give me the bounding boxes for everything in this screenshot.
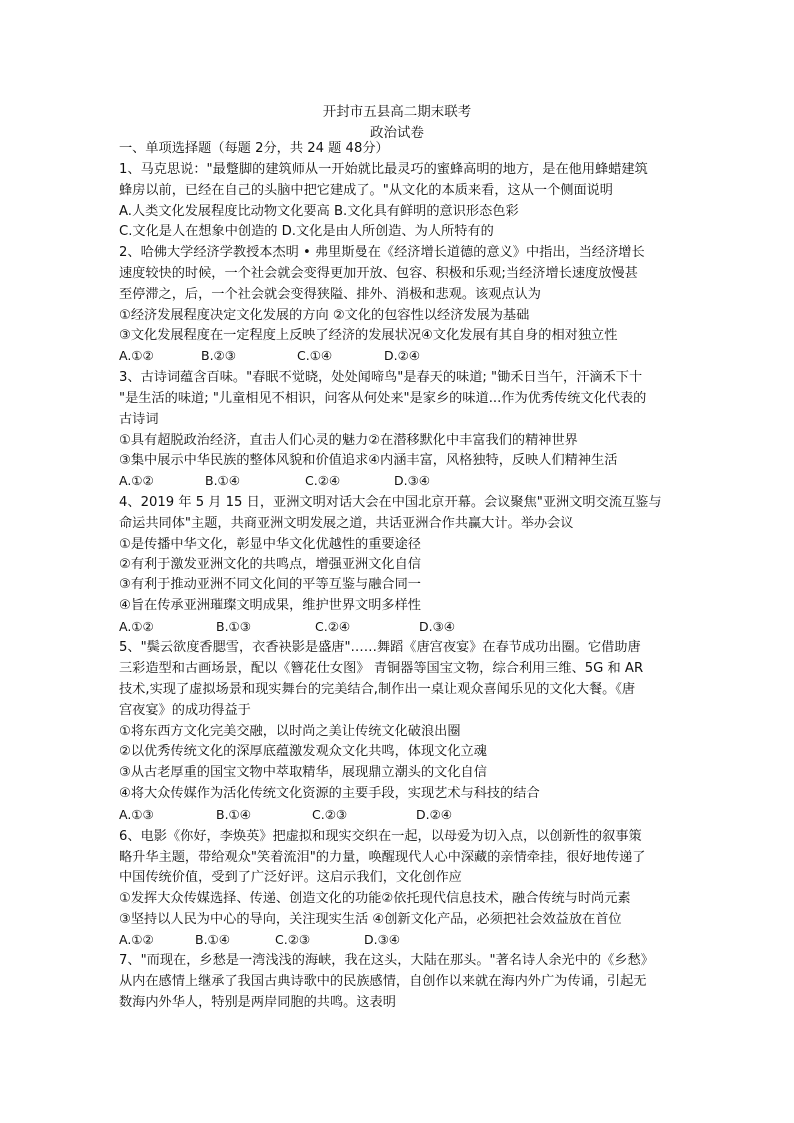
question-3-line-3: 古诗词 (119, 412, 159, 427)
option-a: A.①② (119, 932, 154, 947)
question-7-line-3: 数海内外华人，特别是两岸同胞的共鸣。这表明 (119, 995, 396, 1010)
question-5-line-3: 技术,实现了虚拟场景和现实舞台的完美结合,制作出一桌让观众喜闻乐见的文化大餐。《唐 (119, 682, 636, 697)
question-5-statement-4: ④将大众传媒作为活化传统文化资源的主要手段，实现艺术与科技的结合 (119, 786, 540, 801)
option-c: C.②④ (305, 473, 341, 488)
exam-title: 开封市五县高二期末联考 (322, 104, 472, 120)
option-d: D.③④ (364, 932, 401, 947)
question-2-statement-2: ③文化发展程度在一定程度上反映了经济的发展状况④文化发展有其自身的相对独立性 (119, 328, 618, 343)
option-a: A.①② (119, 473, 154, 488)
question-2-line-1: 2、哈佛大学经济学教授本杰明 • 弗里斯曼在《经济增长道德的意义》中指出，当经济增长 (119, 245, 645, 260)
question-5-line-1: 5、"鬓云欲度香腮雪，衣香袂影是盛唐"……舞蹈《唐宫夜宴》在春节成功出圈。它借助唐 (119, 640, 641, 655)
question-5-statement-2: ②以优秀传统文化的深厚底蕴激发观众文化共鸣，体现文化立魂 (119, 744, 487, 759)
question-4-statement-2: ②有利于激发亚洲文化的共鸣点，增强亚洲文化自信 (119, 557, 421, 572)
option-c: C.②③ (275, 932, 311, 947)
question-6-statement-1: ①发挥大众传媒选择、传递、创造文化的功能②依托现代信息技术，融合传统与时尚元素 (119, 891, 631, 906)
question-5-line-4: 宫夜宴》的成功得益于 (119, 703, 251, 718)
option-c: C.②③ (312, 807, 348, 822)
option-b: B.①③ (216, 619, 251, 634)
question-2-line-2: 速度较快的时候，一个社会就会变得更加开放、包容、积极和乐观;当经济增长速度放慢甚 (119, 266, 638, 281)
option-c: C.①④ (297, 348, 333, 363)
question-5-statement-1: ①将东西方文化完美交融，以时尚之美让传统文化破浪出圈 (119, 724, 461, 739)
question-3-statement-1: ①具有超脱政治经济，直击人们心灵的魅力②在潜移默化中丰富我们的精神世界 (119, 433, 578, 448)
question-3-line-2: "是生活的味道; "儿童相见不相识，问客从何处来"是家乡的味道...作为优秀传统文化代表的 (119, 391, 647, 406)
question-4-statement-3: ③有利于推动亚洲不同文化间的平等互鉴与融合同一 (119, 577, 421, 592)
option-d: D.③④ (394, 473, 431, 488)
question-1-options-cd: C.文化是人在想象中创造的 D.文化是由人所创造、为人所特有的 (119, 224, 494, 239)
question-1-line-2: 蜂房以前，已经在自己的头脑中把它建成了。"从文化的本质来看，这从一个侧面说明 (119, 183, 613, 198)
option-b: B.①④ (195, 932, 230, 947)
question-4-line-2: 命运共同体"主题，共商亚洲文明发展之道，共话亚洲合作共赢大计。举办会议 (119, 516, 574, 531)
section-heading: 一、单项选择题（每题 2分，共 24 题 48分） (119, 141, 389, 156)
question-1-options-ab: A.人类文化发展程度比动物文化要高 B.文化具有鲜明的意识形态色彩 (119, 204, 519, 219)
question-4-line-1: 4、2019 年 5 月 15 日，亚洲文明对话大会在中国北京开幕。会议聚焦"亚洲文明交流互鉴与 (119, 495, 662, 510)
question-4-statement-1: ①是传播中华文化，彰显中华文化优越性的重要途径 (119, 537, 421, 552)
option-a: A.①③ (119, 807, 154, 822)
question-7-line-1: 7、"而现在，乡愁是一湾浅浅的海峡，我在这头，大陆在那头。"著名诗人余光中的《乡愁》 (119, 953, 654, 968)
option-c: C.②④ (315, 619, 351, 634)
option-a: A.①② (119, 348, 154, 363)
option-b: B.①④ (216, 807, 251, 822)
question-5-line-2: 三彩造型和古画场景，配以《簪花仕女图》 青铜器等国宝文物，综合利用三维、5G 和 AR (119, 661, 644, 676)
question-2-statement-1: ①经济发展程度决定文化发展的方向 ②文化的包容性以经济发展为基础 (119, 308, 530, 323)
question-1-line-1: 1、马克思说："最蹩脚的建筑师从一开始就比最灵巧的蜜蜂高明的地方，是在他用蜂蜡建筑 (119, 162, 648, 177)
option-b: B.②③ (201, 348, 236, 363)
question-6-line-1: 6、电影《你好，李焕英》把虚拟和现实交织在一起，以母爱为切入点，以创新性的叙事策 (119, 829, 642, 844)
option-b: B.①④ (205, 473, 240, 488)
option-d: D.③④ (419, 619, 456, 634)
question-7-line-2: 从内在感情上继承了我国古典诗歌中的民族感情，自创作以来就在海内外广为传诵，引起无 (119, 974, 647, 989)
option-d: D.②④ (416, 807, 453, 822)
question-4-statement-4: ④旨在传承亚洲璀璨文明成果，维护世界文明多样性 (119, 598, 421, 613)
option-a: A.①② (119, 619, 154, 634)
question-3-line-1: 3、古诗词蕴含百味。"春眠不觉晓，处处闻啼鸟"是春天的味道; "锄禾日当午，汗滴禾下十 (119, 370, 643, 385)
question-6-line-3: 中国传统价值，受到了广泛好评。这启示我们，文化创作应 (119, 870, 462, 885)
option-d: D.②④ (384, 348, 421, 363)
question-6-line-2: 略升华主题，带给观众"笑着流泪"的力量，唤醒现代人心中深藏的亲情牵挂，很好地传递了 (119, 850, 646, 865)
question-6-statement-2: ③坚持以人民为中心的导向，关注现实生活 ④创新文化产品，必须把社会效益放在首位 (119, 912, 622, 927)
question-3-statement-2: ③集中展示中华民族的整体风貌和价值追求④内涵丰富，风格独特，反映人们精神生活 (119, 453, 618, 468)
question-2-line-3: 至停滞之，后，一个社会就会变得狭隘、排外、消极和悲观。该观点认为 (119, 287, 541, 302)
exam-subject: 政治试卷 (370, 125, 424, 141)
question-5-statement-3: ③从古老厚重的国宝文物中萃取精华，展现鼎立潮头的文化自信 (119, 765, 487, 780)
